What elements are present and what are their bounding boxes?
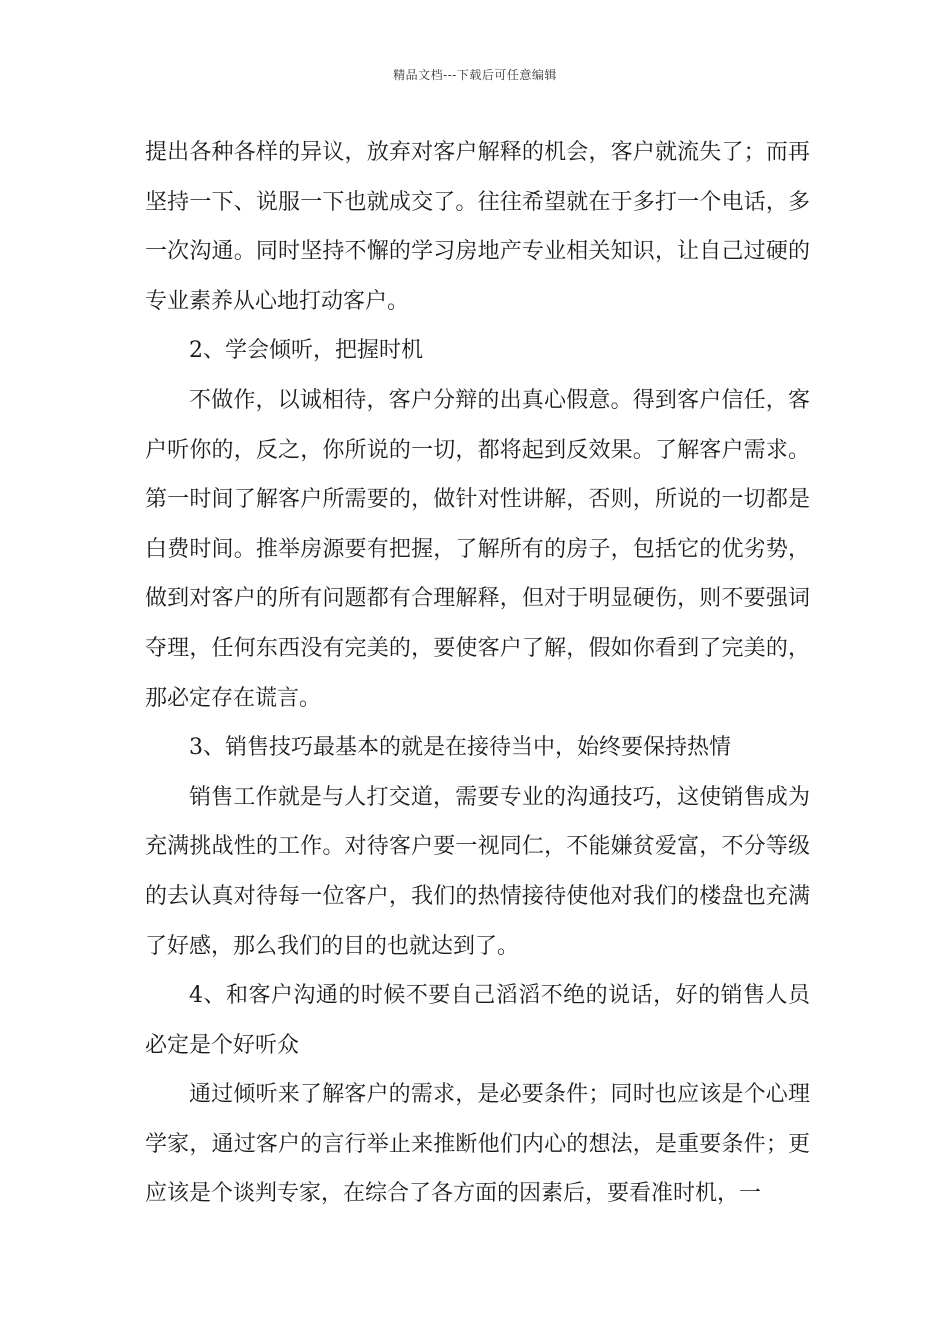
section-heading-4: 4、和客户沟通的时候不要自己滔滔不绝的说话，好的销售人员必定是个好听众 (145, 983, 810, 1058)
document-body (145, 128, 810, 1219)
section-heading-3: 3、销售技巧最基本的就是在接待当中，始终要保持热情 (189, 735, 731, 761)
paragraph-good-listener: 通过倾听来了解客户的需求，是必要条件；同时也应该是个心理学家，通过客户的言行举止来推断他们内心的想法，是重要条件；更应该是个谈判专家，在综合了各方面的因素后，要看准时机，一 (145, 1082, 810, 1207)
page-header: 精品文档---下载后可任意编辑 (393, 68, 557, 82)
section-heading-2: 2、学会倾听，把握时机 (189, 338, 423, 364)
paragraph-enthusiasm: 销售工作就是与人打交道，需要专业的沟通技巧，这使销售成为充满挑战性的工作。对待客户要一视同仁，不能嫌贫爱富，不分等级的去认真对待每一位客户，我们的热情接待使他对我们的楼盘也充满了好感，那么我们的目的也就达到了。 (145, 784, 810, 959)
paragraph-listen: 不做作，以诚相待，客户分辩的出真心假意。得到客户信任，客户听你的，反之，你所说的一切，都将起到反效果。了解客户需求。第一时间了解客户所需要的，做针对性讲解，否则，所说的一切都是白费时间。推举房源要有把握，了解所有的房子，包括它的优劣势，做到对客户的所有问题都有合理解释，但对于明显硬伤，则不要强词夺理，任何东西没有完美的，要使客户了解，假如你看到了完美的，那必定存在谎言。 (145, 387, 810, 711)
paragraph-continuation: 提出各种各样的异议，放弃对客户解释的机会，客户就流失了；而再坚持一下、说服一下也就成交了。往往希望就在于多打一个电话，多一次沟通。同时坚持不懈的学习房地产专业相关知识，让自己过硬的专业素养从心地打动客户。 (145, 140, 810, 314)
